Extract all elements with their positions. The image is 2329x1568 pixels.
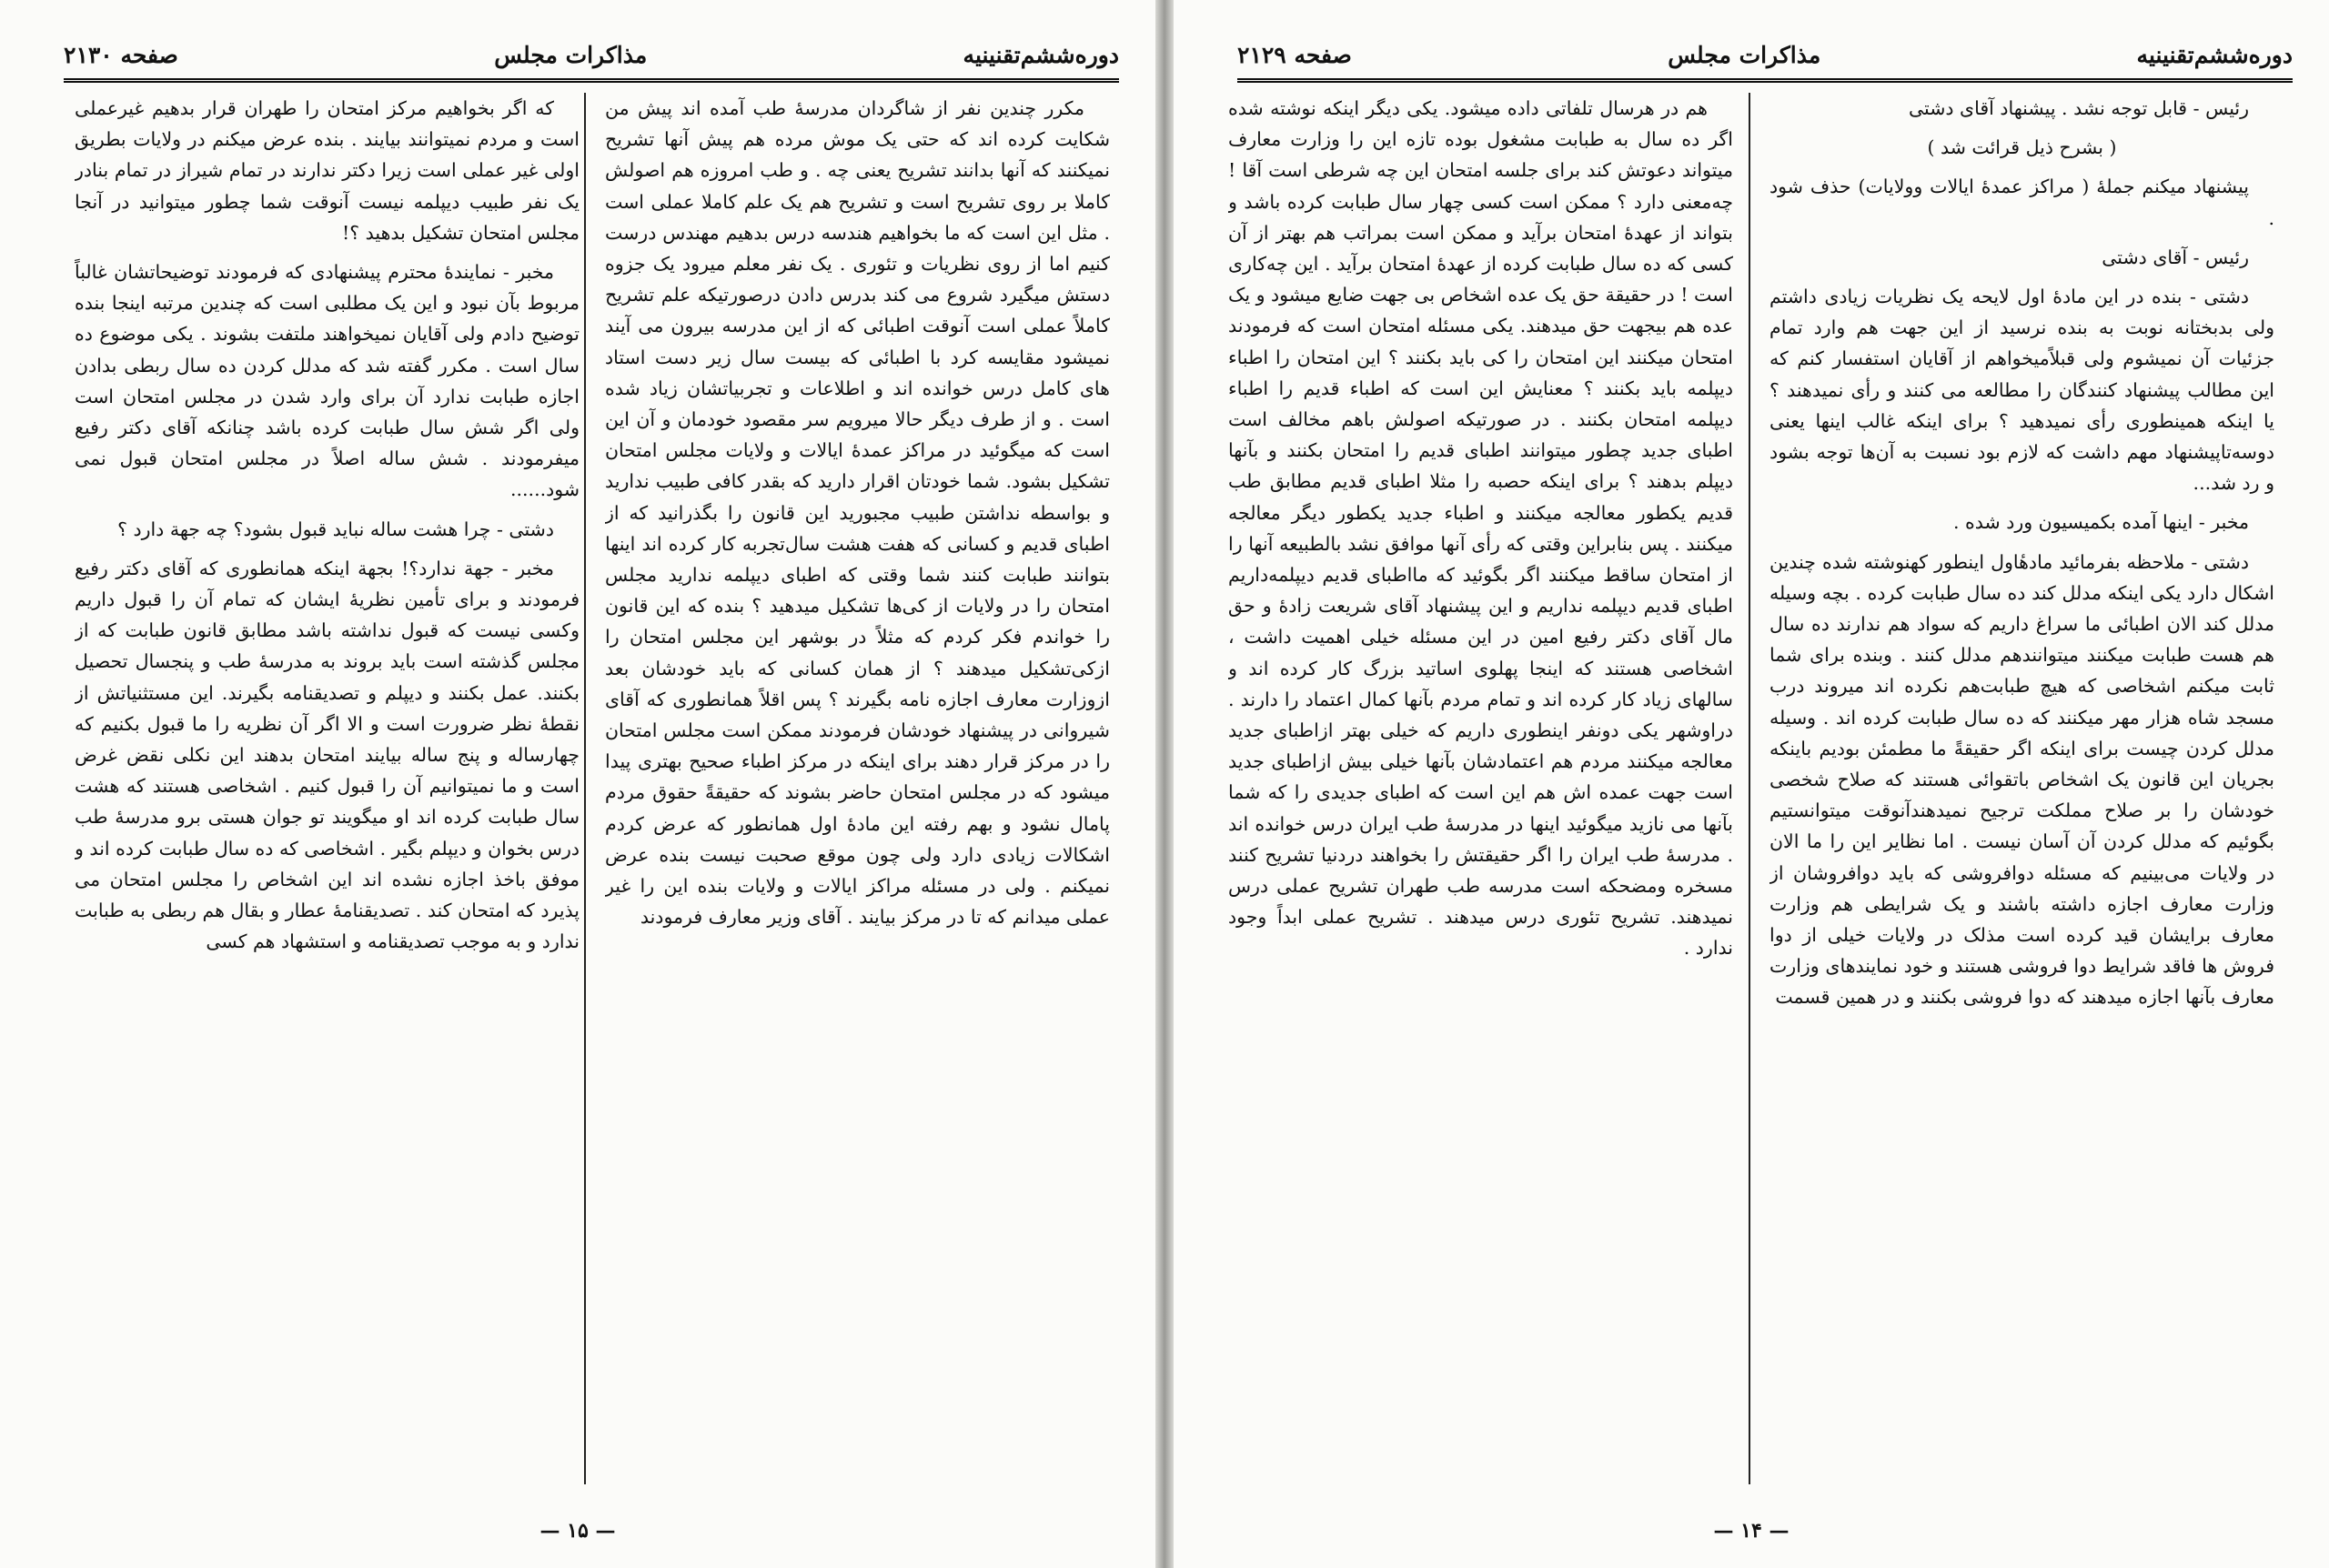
page-label: صفحه ۲۱۳۰ xyxy=(64,41,178,68)
header-rule xyxy=(1237,78,2293,83)
paragraph: ( بشرح ذیل قرائت شد ) xyxy=(1927,136,2117,159)
page-number: — ۱۵ — xyxy=(539,1519,616,1543)
column-divider xyxy=(584,93,586,1484)
paragraph: پیشنهاد میکنم جملهٔ ( مراکز عمدهٔ ایالات وولایات) حذف شود . xyxy=(1769,176,2274,229)
header-rule xyxy=(64,78,1119,83)
left-column xyxy=(1228,93,1733,1488)
page-header xyxy=(1237,36,2293,73)
column-divider xyxy=(1749,93,1750,1484)
session-label: دوره‌ششم‌تقنینیه xyxy=(963,41,1119,68)
paragraph: که اگر بخواهیم مرکز امتحان را طهران قرار بدهیم غیرعملی است و مردم نمیتوانند بیایند . بنده عرض میکنم در ولایات بطریق اولی غیر عملی است زیرا دکتر ندارند در تمام شیراز در تمام بنادر یک نفر طبیب دیپلمه نیست آنوقت شما چطور میتوانید در آنجا مجلس امتحان تشکیل بدهید ؟! xyxy=(75,97,580,244)
session-label: دوره‌ششم‌تقنینیه xyxy=(2136,41,2293,68)
paragraph: مخبر - اینها آمده بکمیسیون ورد شده . xyxy=(1952,511,2249,534)
left-page xyxy=(0,0,1155,1568)
page-label: صفحه ۲۱۲۹ xyxy=(1237,41,1352,68)
right-page xyxy=(1174,0,2329,1568)
paragraph: دشتی - ملاحظه بفرمائید مادهٔاول اینطور کهنوشته شده چندین اشکال دارد یکی اینکه مدلل کند ده سال طبابت کرده . بچه وسیله مدلل کند الان اطبائی ما سراغ داریم که سواد هم ندارند ده سال هم هست طبابت میکنند میتوانندهم مدلل کنند . وبنده برای شما ثابت میکنم اشخاصی که هیچ طبابت‌هم نکرده اند میروند درب مسجد شاه هزار مهر میکنند که ده سال طبابت کرده اند . وسیله مدلل کردن چیست برای اینکه اگر حقیقةً ما مطمئن بودیم باینکه بجریان این قانون یک اشخاص باتقوائی هستند که صلاح شخصی خودشان را بر صلاح مملکت ترجیح نمیدهندآنوقت میتوانستیم بگوئیم که مدلل کردن آن آسان نیست . اما نظایر این را ما الان در ولایات می‌بینیم که مسئله دوافروشی که باید دوافروشان از وزارت معارف اجازه داشته باشند و یک شرایطی هم وزارت معارف برایشان قید کرده است مذلک در ولایات خیلی از دوا فروش ها فاقد شرایط دوا فروشی هستند و خود نمایندهای وزارت معارف بآنها اجازه میدهند که دوا فروشی بکنند و در همین قسمت xyxy=(1769,550,2274,1009)
left-column xyxy=(75,93,580,1488)
book-gutter xyxy=(1155,0,1174,1568)
page-header xyxy=(64,36,1119,73)
paragraph: مکرر چندین نفر از شاگردان مدرسهٔ طب آمده اند پیش من شکایت کرده اند که حتی یک موش مرده هم پیش آنها تشریح نمیکنند که آنها بدانند تشریح یعنی چه . و طب امروزه هم اصولش کاملا بر روی تشریح است و تشریح هم یک علم کاملا عملی است . مثل این است که ما بخواهیم هندسه درس بدهیم مهندس درست کنیم اما از روی نظریات و تئوری . یک نفر معلم میرود یک جزوه دستش میگیرد شروع می کند بدرس دادن درصورتیکه علم تشریح کاملاً عملی است آنوقت اطبائی که از این مدرسه بیرون می آیند نمیشود مقایسه کرد با اطبائی که بیست سال زیر دست استاد های کامل درس خوانده اند و اطلاعات و تجربیاتشان زیاد شده است . و از طرف دیگر حالا میرویم سر مقصود خودمان و آن این است که میگوئید در مراکز عمدهٔ ایالات و ولایات مجلس امتحان تشکیل بشود. شما خودتان اقرار دارید که بقدر کافی طبیب ندارید و بواسطه نداشتن طبیب مجبورید این قانون را بگذرانید که از اطبای قدیم و کسانی که هفت هشت سال‌تجربه کار کرده اند اینها بتوانند طبابت کنند شما وقتی که اطبای دیپلمه ندارید مجلس امتحان را در ولایات از کی‌ها تشکیل میدهید ؟ بنده که این قانون را خواندم فکر کردم که مثلاً در بوشهر این مجلس امتحان را ازکی‌تشکیل میدهند ؟ از همان کسانی که باید خودشان بعد ازوزارت معارف اجازه نامه بگیرند ؟ پس اقلاً همانطوری که آقای شیروانی در پیشنهاد خودشان فرمودند ممکن است مجلس امتحان را در مرکز قرار دهند برای اینکه در مرکز اطباء صحیح بهتری پیدا میشود که در مجلس امتحان حاضر بشوند که حقیقةً حقوق مردم پامال نشود و بهم رفته این مادهٔ اول همانطور که عرض کردم اشکالات زیادی دارد ولی چون موقع صحبت نیست بنده عرض نمیکنم . ولی در مسئله مراکز ایالات و ولایات بنده این را غیر عملی میدانم که تا در مرکز بیایند . آقای وزیر معارف فرمودند xyxy=(605,97,1110,929)
paragraph: مخبر - نمایندهٔ محترم پیشنهادی که فرمودند توضیحاتشان غالباً مربوط بآن نبود و این یک مطلبی است که چندین مرتبه اینجا بنده توضیح دادم ولی آقایان نمیخواهند ملتفت بشوند . یکی موضوع ده سال است . مکرر گفته شد که مدلل کردن ده سال ربطی بدادن اجازه طبابت ندارد آن برای وارد شدن در مجلس امتحان است ولی اگر شش سال طبابت کرده باشد چنانکه آقای دکتر رفیع میفرمودند . شش ساله اصلاً در مجلس امتحان قبول نمی شود...... xyxy=(75,261,580,501)
paragraph: دشتی - بنده در این مادهٔ اول لایحه یک نظریات زیادی داشتم ولی بدبختانه نوبت به بنده نرسید از این جهت هم وارد تمام جزئیات آن نمیشوم ولی قبلاًمیخواهم از آقایان استفسار کنم که این مطالب پیشنهاد کنندگان را مطالعه می کنند و رأی نمیدهند ؟ یا اینکه همینطوری رأی نمیدهید ؟ برای اینکه غالب اینها یعنی دوسه‌تاپیشنهاد مهم داشت که لازم بود نسبت به آن‌ها توجه بشود و رد شد... xyxy=(1769,286,2274,495)
paragraph: مخبر - جهة ندارد؟! بجهة اینکه همانطوری که آقای دکتر رفیع فرمودند و برای تأمین نظریهٔ ایشان که تمام آن را قبول داریم وکسی نیست که قبول نداشته باشد مطابق قانون طبابت که از مجلس گذشته است باید بروند به مدرسهٔ طب و پنجسال تحصیل بکنند. عمل بکنند و دیپلم و تصدیقنامه بگیرند. این مستثنیاتش از نقطهٔ نظر ضرورت است و الا اگر آن نظریه را ما قبول بکنیم که چهارساله و پنج ساله بیایند امتحان بدهند این نکلی نقض غرض است و ما نمیتوانیم آن را قبول کنیم . اشخاصی هستند که هشت سال طبابت کرده اند او میگویند تو جوان هستی برو مدرسهٔ طب درس بخوان و دیپلم بگیر . اشخاصی که ده سال طبابت کرده اند و موفق باخذ اجازه نشده اند این اشخاص را مجلس امتحان می پذیرد که امتحان کند . تصدیقنامهٔ عطار و بقال هم ربطی به طبابت ندارد و به موجب تصدیقنامه و استشهاد هم کسی xyxy=(75,557,580,953)
paragraph: رئیس - قابل توجه نشد . پیشنهاد آقای دشتی xyxy=(1908,97,2249,119)
paragraph: هم در هرسال تلفاتی داده میشود. یکی دیگر اینکه نوشته شده اگر ده سال به طبابت مشغول بوده تازه این را وزارت معارف میتواند دعوتش کند برای جلسه امتحان این چه شرطی است آقا ! چه‌معنی دارد ؟ ممکن است کسی چهار سال طبابت کرده باشد و بتواند از عهدهٔ امتحان برآید و ممکن است بمراتب هم بهتر از آن کسی که ده سال طبابت کرده از عهدهٔ امتحان برآید . این چه‌کاری است ! در حقیقة حق یک عده اشخاص بی جهت ضایع میشود و یک عده هم بیجهت حق میدهند. یکی مسئله امتحان است که فرمودند امتحان میکنند این امتحان را کی باید بکنند ؟ این امتحان را اطباء دیپلمه باید بکنند ؟ معنایش این است که اطباء قدیم را اطباء دیپلمه امتحان بکنند . در صورتیکه اصولش باهم مخالف است اطبای جدید چطور میتوانند اطبای قدیم را امتحان بکنند و بآنها دیپلم بدهند ؟ برای اینکه حصبه را مثلا اطبای قدیم مطابق طب قدیم یکطور معالجه میکنند و اطباء جدید یکطور دیگر معالجه میکنند . پس بنابراین وقتی که رأی آنها موافق نشد بالطبیعه آنها را از امتحان ساقط میکنند اگر بگوئید که مااطبای قدیم دیپلمه‌داریم اطبای قدیم دیپلمه نداریم و این پیشنهاد آقای شریعت زادهٔ و حق مال آقای دکتر رفیع امین در این مسئله خیلی اهمیت داشت ، اشخاصی هستند که اینجا پهلوی اساتید بزرگ کار کرده اند و سالهای زیاد کار کرده اند و تمام مردم بآنها کمال اعتماد را دارند . دراوشهر یکی دونفر اینطوری داریم که خیلی بهتر ازاطبای جدید معالجه میکنند مردم هم اعتمادشان بآنها خیلی بیش ازاطبای جدید است جهت عمده اش هم این است که اطبای جدیدی را که شما بآنها می نازید میگوئید اینها در مدرسهٔ طب ایران درس خوانده اند . مدرسهٔ طب ایران را اگر حقیقتش را بخواهند دردنیا تشریح کنند مسخره ومضحکه است مدرسه طب طهران تشریح عملی درس نمیدهند. تشریح تئوری درس میدهند . تشریح عملی ابداً وجود ندارد . xyxy=(1228,97,1733,960)
paragraph: دشتی - چرا هشت ساله نباید قبول بشود؟ چه جهة دارد ؟ xyxy=(117,518,554,540)
journal-title: مذاکرات مجلس xyxy=(1668,41,1821,68)
page-number: — ۱۴ — xyxy=(1713,1519,1790,1543)
journal-title: مذاکرات مجلس xyxy=(494,41,648,68)
right-column xyxy=(1769,93,2274,1488)
right-column xyxy=(605,93,1110,1488)
paragraph: رئیس - آقای دشتی xyxy=(2102,246,2249,268)
